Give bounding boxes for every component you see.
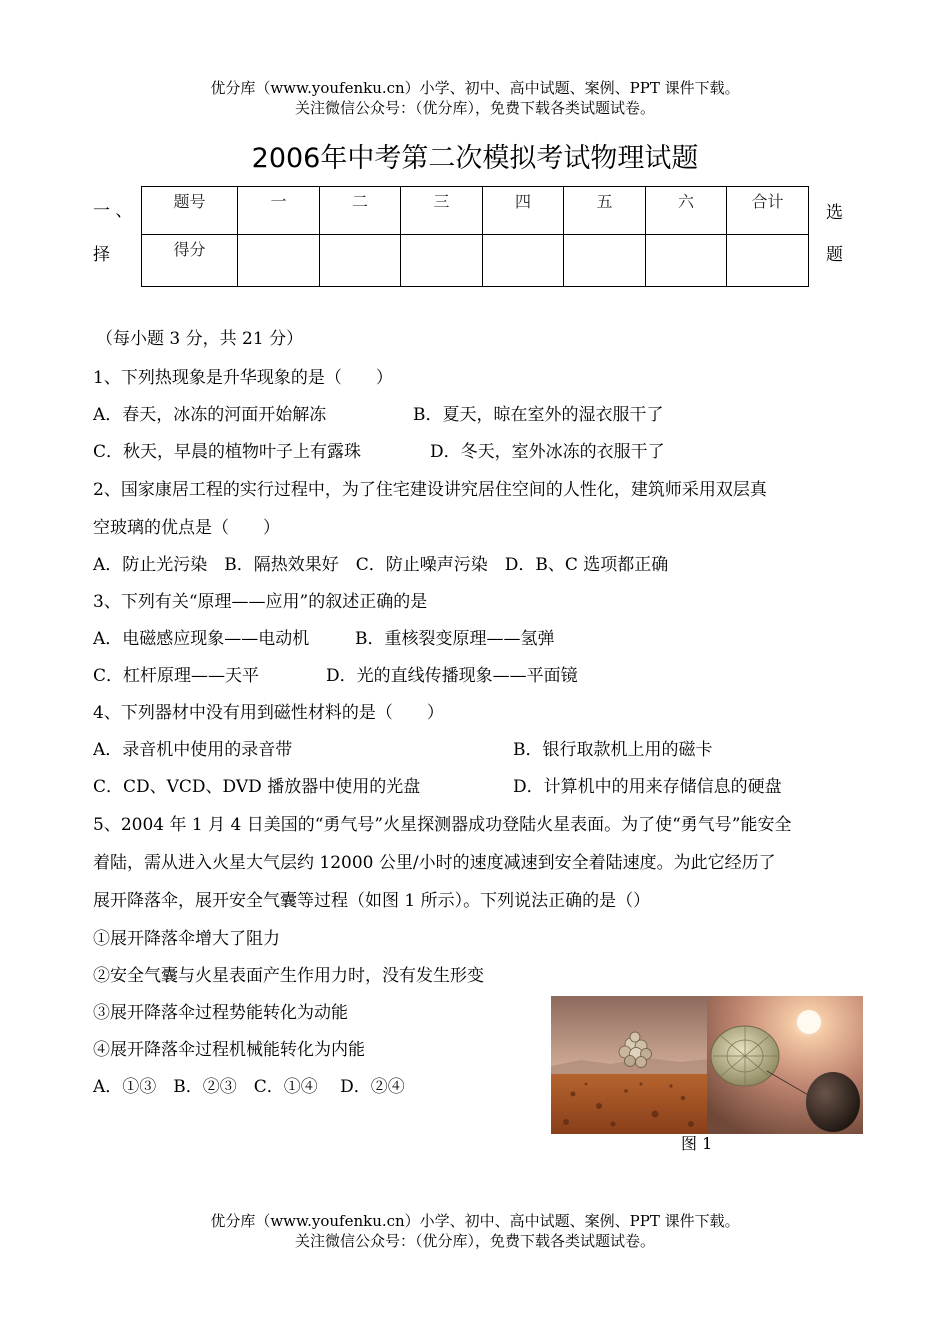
score-header-cell: 合计 bbox=[727, 187, 809, 235]
section-label-left-top: 一 、 bbox=[93, 201, 133, 221]
score-header-cell: 二 bbox=[320, 187, 401, 235]
q3-stem: 3、下列有关“原理——应用”的叙述正确的是 bbox=[93, 592, 428, 612]
q3-option-b: B．重核裂变原理——氢弹 bbox=[355, 629, 555, 649]
score-row-label: 得分 bbox=[142, 235, 238, 287]
score-header-cell: 六 bbox=[646, 187, 727, 235]
q1-option-d: D．冬天，室外冰冻的衣服干了 bbox=[430, 442, 665, 462]
score-cell bbox=[320, 235, 401, 287]
section-label-right-bottom: 题 bbox=[826, 245, 843, 265]
section-label-right-top: 选 bbox=[826, 203, 843, 223]
footer-line-2: 关注微信公众号：（优分库），免费下载各类试题试卷。 bbox=[294, 1232, 655, 1250]
score-header-cell: 题号 bbox=[142, 187, 238, 235]
page-title: 2006年中考第二次模拟考试物理试题 bbox=[251, 143, 699, 174]
score-cell bbox=[483, 235, 564, 287]
q1-stem: 1、下列热现象是升华现象的是（ ） bbox=[93, 368, 393, 388]
q1-option-c: C．秋天，早晨的植物叶子上有露珠 bbox=[93, 442, 362, 462]
q2-options: A．防止光污染 B．隔热效果好 C．防止噪声污染 D．B、C 选项都正确 bbox=[93, 555, 669, 575]
q1-option-b: B．夏天，晾在室外的湿衣服干了 bbox=[413, 405, 664, 425]
figure-caption: 图 1 bbox=[681, 1134, 713, 1153]
q2-stem-line-2: 空玻璃的优点是（ ） bbox=[93, 518, 280, 538]
score-cell bbox=[564, 235, 646, 287]
score-header-cell: 五 bbox=[564, 187, 646, 235]
score-header-cell: 三 bbox=[401, 187, 483, 235]
q4-option-c: C．CD、VCD、DVD 播放器中使用的光盘 bbox=[93, 777, 421, 797]
q5-stem-line-2: 着陆，需从进入火星大气层约 12000 公里/小时的速度减速到安全着陆速度。为此它经历了 bbox=[93, 853, 776, 873]
score-cell bbox=[727, 235, 809, 287]
q5-options: A．①③ B．②③ C．①④ D．②④ bbox=[93, 1077, 405, 1097]
q2-stem-line-1: 2、国家康居工程的实行过程中，为了住宅建设讲究居住空间的人性化，建筑师采用双层真 bbox=[93, 480, 767, 500]
q3-option-a: A．电磁感应现象——电动机 bbox=[93, 629, 310, 649]
score-table bbox=[141, 186, 809, 287]
q4-option-d: D．计算机中的用来存储信息的硬盘 bbox=[513, 777, 782, 797]
q3-option-d: D．光的直线传播现象——平面镜 bbox=[326, 666, 578, 686]
q4-option-b: B．银行取款机上用的磁卡 bbox=[513, 740, 713, 760]
q5-statement-1: ①展开降落伞增大了阻力 bbox=[93, 929, 280, 949]
score-cell bbox=[646, 235, 727, 287]
header-line-1: 优分库（www.youfenku.cn）小学、初中、高中试题、案例、PPT 课件下载。 bbox=[210, 79, 740, 97]
figure-airbag-landing-image bbox=[551, 996, 707, 1134]
footer-line-1: 优分库（www.youfenku.cn）小学、初中、高中试题、案例、PPT 课件下载。 bbox=[210, 1212, 740, 1230]
q5-statement-2: ②安全气囊与火星表面产生作用力时，没有发生形变 bbox=[93, 966, 484, 986]
q1-option-a: A．春天，冰冻的河面开始解冻 bbox=[93, 405, 327, 425]
q5-stem-line-3: 展开降落伞，展开安全气囊等过程（如图 1 所示）。下列说法正确的是（） bbox=[93, 891, 651, 911]
section-note: （每小题 3 分，共 21 分） bbox=[96, 329, 304, 349]
score-header-cell: 一 bbox=[238, 187, 320, 235]
q5-stem-line-1: 5、2004 年 1 月 4 日美国的“勇气号”火星探测器成功登陆火星表面。为了使“勇气号”能安全 bbox=[93, 815, 792, 835]
score-cell bbox=[238, 235, 320, 287]
q4-stem: 4、下列器材中没有用到磁性材料的是（ ） bbox=[93, 703, 444, 723]
q3-option-c: C．杠杆原理——天平 bbox=[93, 666, 260, 686]
q5-statement-4: ④展开降落伞过程机械能转化为内能 bbox=[93, 1040, 365, 1060]
figure-parachute-image bbox=[707, 996, 863, 1134]
q5-statement-3: ③展开降落伞过程势能转化为动能 bbox=[93, 1003, 348, 1023]
score-cell bbox=[401, 235, 483, 287]
q4-option-a: A．录音机中使用的录音带 bbox=[93, 740, 293, 760]
score-header-cell: 四 bbox=[483, 187, 564, 235]
section-label-left-bottom: 择 bbox=[93, 245, 110, 265]
header-line-2: 关注微信公众号：（优分库），免费下载各类试题试卷。 bbox=[294, 99, 655, 117]
